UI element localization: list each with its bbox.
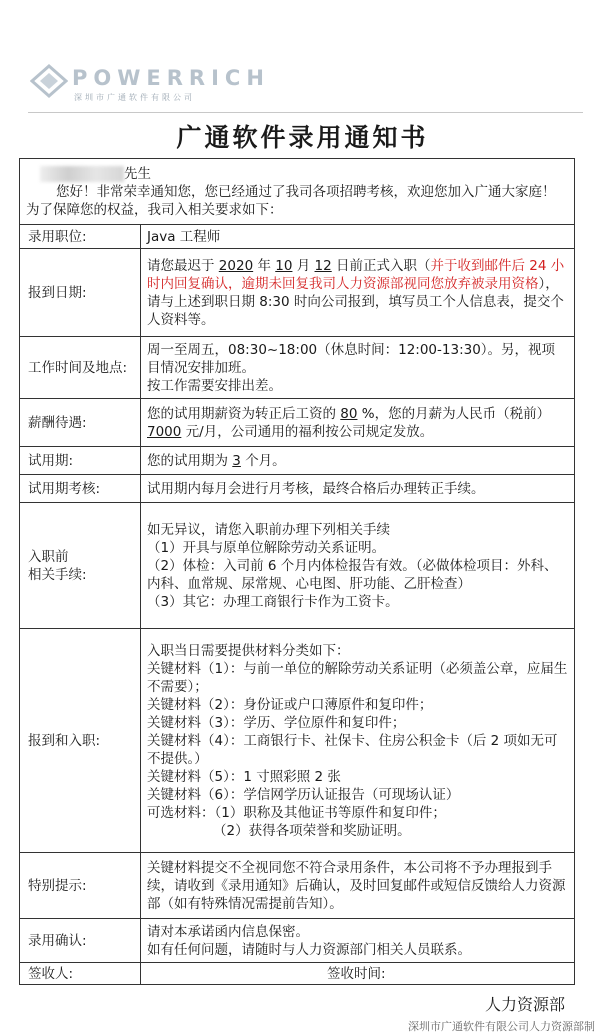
pre-entry-label-2: 相关手续: xyxy=(28,566,87,583)
header-divider xyxy=(28,112,583,113)
onboarding-line: 关键材料（4）：工商银行卡、社保卡、住房公积金卡（后 2 项如无可不提供。） xyxy=(147,732,558,767)
salary-label: 薪酬待遇: xyxy=(20,399,141,447)
confirm-line-2: 如有任何问题，请随时与人力资源部门相关人员联系。 xyxy=(147,941,471,958)
confirm-value xyxy=(141,919,575,963)
probation-value xyxy=(141,447,575,475)
position-label: 录用职位: xyxy=(20,225,141,249)
report-date-text-3: 月 xyxy=(296,257,311,274)
honorific: 先生 xyxy=(124,165,151,182)
pre-entry-line: 如无异议，请您入职前办理下列相关手续 xyxy=(147,521,390,538)
report-date-text-5: ），请与上述到职日期 8:30 时向公司报到，填写员工个人信息表，提交个人资料等。 xyxy=(147,275,564,328)
report-year: 2020 xyxy=(218,257,254,274)
onboarding-line: （2）获得各项荣誉和奖励证明。 xyxy=(213,822,411,839)
row-confirm xyxy=(20,919,575,963)
signoff-department: 人力资源部 xyxy=(484,995,565,1014)
report-date-label: 报到日期: xyxy=(20,249,141,337)
footer-text: 深圳市广通软件有限公司人力资源部制 xyxy=(408,1020,595,1033)
pre-entry-label xyxy=(20,503,141,629)
row-pre-entry xyxy=(20,503,575,629)
confirm-line-1: 请对本承诺函内信息保密。 xyxy=(147,923,309,940)
intro-text: 您好！非常荣幸通知您，您已经通过了我司各项招聘考核，欢迎您加入广通大家庭！为了保障您的权益，我司入相关要求如下： xyxy=(26,183,556,218)
onboarding-line: 关键材料（5）：1 寸照彩照 2 张 xyxy=(147,768,341,785)
row-report-date xyxy=(20,249,575,337)
salary-text-2: %，您的月薪为人民币（税前） xyxy=(361,405,551,422)
notice-label: 特别提示: xyxy=(20,853,141,919)
salary-percent: 80 xyxy=(340,405,358,422)
row-notice xyxy=(20,853,575,919)
row-probation-review xyxy=(20,475,575,503)
notice-value: 关键材料提交不全视同您不符合录用条件，本公司将不予办理报到手续，请收到《录用通知》后确认，及时回复邮件或短信反馈给人力资源部（如有特殊情况需提前告知）。 xyxy=(141,853,575,919)
report-date-text-4: 日前正式入职（ xyxy=(336,257,431,274)
offer-table xyxy=(19,158,575,985)
probation-text-1: 您的试用期为 xyxy=(147,452,228,469)
onboarding-line: 关键材料（3）：学历、学位原件和复印件； xyxy=(147,714,406,731)
report-day: 12 xyxy=(314,257,332,274)
brand-subtitle: 深圳市广通软件有限公司 xyxy=(74,93,195,102)
onboarding-line: 关键材料（6）：学信网学历认证报告（可现场认证） xyxy=(147,786,460,803)
row-work-time xyxy=(20,337,575,399)
probation-text-2: 个月。 xyxy=(245,452,286,469)
row-salary xyxy=(20,399,575,447)
pre-entry-line: （3）其它：办理工商银行卡作为工资卡。 xyxy=(147,593,399,610)
report-date-warning: 并于收到邮件后 24 小时内回复确认，逾期未回复我司人力资源部视同您放弃被录用资格 xyxy=(147,257,565,292)
probation-review-label: 试用期考核: xyxy=(20,475,141,503)
salary-value xyxy=(141,399,575,447)
pre-entry-line: （1）开具与原单位解除劳动关系证明。 xyxy=(147,539,386,556)
document-title: 广通软件录用通知书 xyxy=(176,123,429,152)
work-time-line-2: 按工作需要安排出差。 xyxy=(147,377,282,394)
intro-row xyxy=(20,159,575,225)
onboarding-line: 关键材料（2）：身份证或户口薄原件和复印件； xyxy=(147,696,433,713)
onboarding-line: 入职当日需要提供材料分类如下： xyxy=(147,642,350,659)
redacted-name xyxy=(40,166,124,182)
probation-months: 3 xyxy=(232,452,241,469)
work-time-line-1: 周一至周五，08:30~18:00（休息时间：12:00-13:30）。另，视项目情况安排加班。 xyxy=(147,341,556,376)
sign-label: 签收人: xyxy=(20,963,141,985)
salary-text-1: 您的试用期薪资为转正后工资的 xyxy=(147,405,336,422)
onboarding-label: 报到和入职: xyxy=(20,629,141,853)
brand-name: POWERRICH xyxy=(72,66,270,90)
pre-entry-line: （2）体检：入司前 6 个月内体检报告有效。（必做体检项目：外科、内科、血常规、尿常规、心电图、肝功能、乙肝检查） xyxy=(147,557,558,592)
intro-cell xyxy=(20,159,575,225)
report-date-text-2: 年 xyxy=(257,257,271,274)
row-sign xyxy=(20,963,575,985)
salary-amount: 7000 xyxy=(147,423,182,440)
probation-label: 试用期: xyxy=(20,447,141,475)
onboarding-line: 关键材料（1）：与前一单位的解除劳动关系证明（必须盖公章，应届生不需要）； xyxy=(147,660,568,695)
position-value: Java 工程师 xyxy=(141,225,575,249)
pre-entry-label-1: 入职前 xyxy=(28,548,69,565)
row-position xyxy=(20,225,575,249)
logo-mark-icon xyxy=(30,64,68,98)
onboarding-value xyxy=(141,629,575,853)
row-onboarding xyxy=(20,629,575,853)
confirm-label: 录用确认: xyxy=(20,919,141,963)
report-date-text-1: 请您最迟于 xyxy=(147,257,215,274)
sign-time-label: 签收时间: xyxy=(141,963,575,985)
pre-entry-value xyxy=(141,503,575,629)
report-month: 10 xyxy=(275,257,293,274)
salary-text-3: 元/月，公司通用的福利按公司规定发放。 xyxy=(185,423,434,440)
onboarding-line: 可选材料：（1）职称及其他证书等原件和复印件； xyxy=(147,804,446,821)
work-time-value xyxy=(141,337,575,399)
probation-review-value: 试用期内每月会进行月考核，最终合格后办理转正手续。 xyxy=(141,475,575,503)
row-probation xyxy=(20,447,575,475)
report-date-value xyxy=(141,249,575,337)
work-time-label: 工作时间及地点: xyxy=(20,337,141,399)
